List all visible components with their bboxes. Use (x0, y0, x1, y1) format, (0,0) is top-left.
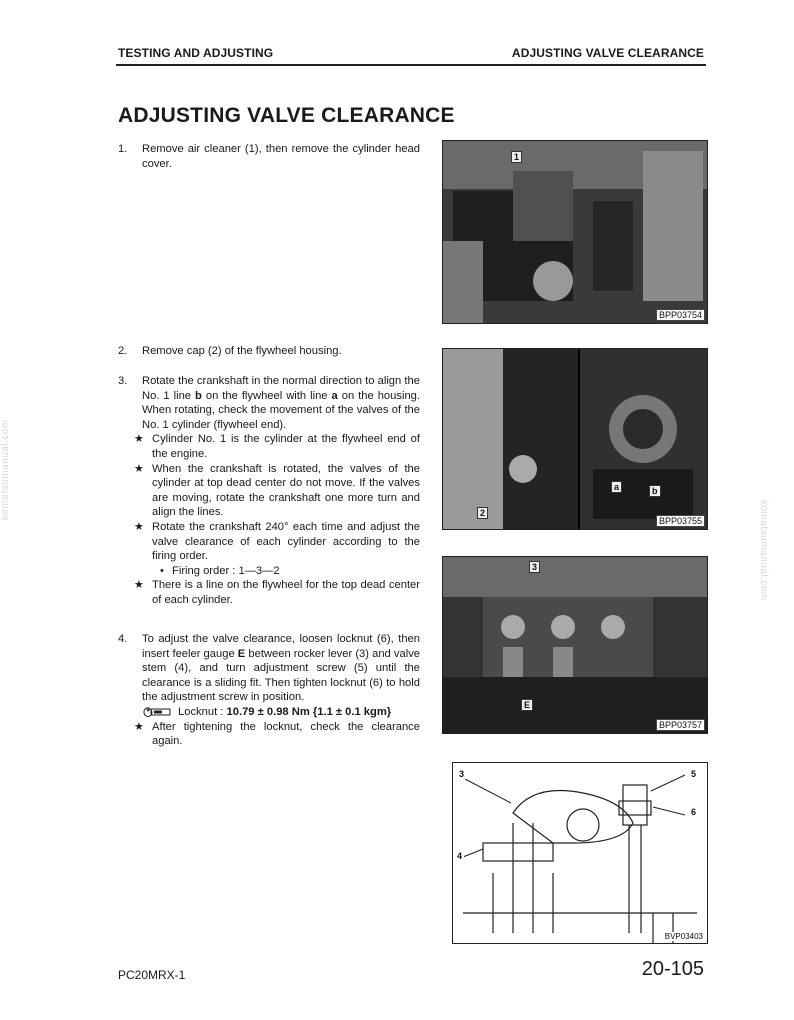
header-rule (116, 64, 706, 66)
figure-code: BVP03403 (664, 932, 703, 941)
photo-feeler-gauge (442, 556, 708, 734)
step-number: 1. (118, 143, 128, 155)
step-number: 3. (118, 375, 128, 387)
note: ★ Cylinder No. 1 is the cylinder at the flywheel end of the engine. (134, 433, 420, 460)
step-number: 4. (118, 633, 128, 645)
callout-4: 4 (457, 851, 463, 861)
step-text: Remove air cleaner (1), then remove the cylinder head cover. (142, 143, 420, 170)
callout-6: 6 (691, 807, 697, 817)
torque-value: 10.79 ± 0.98 Nm {1.1 ± 0.1 kgm} (226, 705, 392, 718)
step-2 (118, 344, 420, 359)
note: ★ Rotate the crankshaft 240° each time and adjust the valve clearance of each cylinder according to the firing order. (134, 520, 420, 563)
bullet-icon: • (160, 564, 164, 577)
callout-a: a (611, 481, 622, 493)
callout-3: 3 (529, 561, 540, 573)
note: ★ After tightening the locknut, check the clearance again. (134, 720, 420, 748)
step-4: 4. To adjust the valve clearance, loosen locknut (6), then insert feeler gauge E between rocker lever (3) and valve stem (4), and turn adjustment screw (5) until the clearance is a sliding fit. Then tighten locknut (6) to hold the adjustment screw in position. Locknut : 10.79 ± 0.98 Nm {1.1 ± 0.1 kgm} ★ After tightening the locknut, check the clearance again. (118, 633, 421, 748)
watermark-right: komatsumanual.com (758, 500, 770, 601)
firing-order: • Firing order : 1—3—2 (160, 564, 280, 577)
star-icon: ★ (134, 462, 145, 475)
photo-flywheel-cap (442, 348, 708, 530)
star-icon: ★ (134, 720, 145, 733)
callout-3: 3 (459, 769, 465, 779)
section-header: TESTING AND ADJUSTING (118, 46, 274, 60)
figure-code: BPP03754 (656, 309, 705, 321)
star-icon: ★ (134, 579, 145, 592)
figure-code: BPP03755 (656, 515, 705, 527)
step-number: 2. (118, 345, 128, 357)
photo-air-cleaner (442, 140, 708, 324)
step-3: 3. Rotate the crankshaft in the normal direction to align the No. 1 line b on the flywheel with line a on the housing. When rotating, check the movement of the valves of the No. 1 cylinder (flywheel end). ★ Cylinder No. 1 is the cylinder at the flywheel end of the engine. ★ When the crankshaft is rotated, the valves of the cylinder at top dead center do not move. If the valves are moving, rotate the crankshaft one more turn and align the lines. ★ Rotate the crankshaft 240° each time and adjust the valve clearance of each cylinder according to the firing order. • Firing order : 1—3—2 ★ There is a line on the flywheel for the top dead center of each cylinder. (118, 375, 421, 606)
torque-spec: Locknut : 10.79 ± 0.98 Nm {1.1 ± 0.1 kgm} (142, 705, 420, 720)
callout-2: 2 (477, 507, 488, 519)
step-text: Remove cap (2) of the flywheel housing. (142, 345, 342, 357)
star-icon: ★ (134, 433, 145, 446)
page-title: ADJUSTING VALVE CLEARANCE (118, 104, 455, 127)
model-number: PC20MRX-1 (118, 968, 186, 982)
note: ★ When the crankshaft is rotated, the valves of the cylinder at top dead center do not move. If the valves are moving, rotate the crankshaft one more turn and align the lines. (134, 462, 420, 519)
wrench-icon (142, 706, 172, 718)
watermark-left: komatsumanual.com (0, 419, 11, 520)
diagram-rocker-lever (452, 762, 708, 944)
callout-b: b (649, 485, 661, 497)
callout-5: 5 (691, 769, 697, 779)
step-1 (118, 142, 420, 171)
note: ★ There is a line on the flywheel for the top dead center of each cylinder. (134, 579, 420, 606)
topic-header: ADJUSTING VALVE CLEARANCE (511, 46, 704, 60)
page-number: 20-105 (641, 958, 704, 980)
figure-code: BPP03757 (656, 719, 705, 731)
callout-1: 1 (511, 151, 522, 163)
callout-E: E (521, 699, 533, 711)
star-icon: ★ (134, 520, 145, 533)
